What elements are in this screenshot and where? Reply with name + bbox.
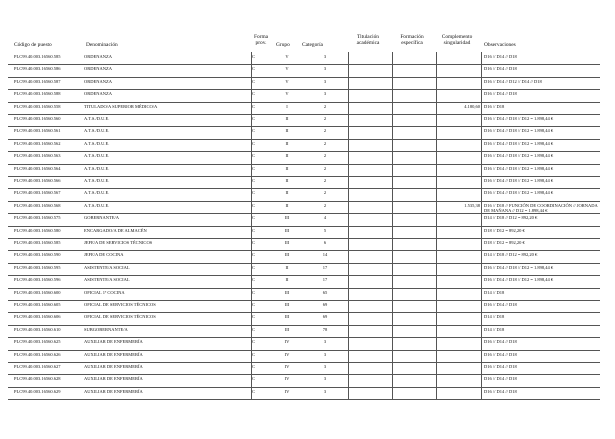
- cell-categoria: 3: [323, 376, 327, 382]
- cell-categoria: 17: [322, 264, 328, 270]
- cell-denominacion: ORDENANZA: [84, 78, 112, 84]
- cell-observaciones: D16 // D14 // D18 // D12 = 1.898,44 €: [484, 178, 554, 183]
- cell-observaciones: D16 // D14 // D18: [484, 364, 517, 369]
- cell-grupo: I: [286, 103, 288, 109]
- row-separator: [8, 312, 600, 313]
- cell-codigo: PLC99.40.003.16560.558: [14, 103, 61, 109]
- cell-denominacion: A.T.S./D.U.E.: [84, 140, 110, 146]
- cell-denominacion: A.T.S./D.U.E.: [84, 165, 110, 171]
- cell-observaciones: D14 // D18: [484, 314, 505, 320]
- cell-grupo: II: [285, 178, 289, 183]
- row-separator: [8, 64, 600, 65]
- cell-denominacion: ENCARGADO/A DE ALMACÉN: [84, 227, 147, 233]
- cell-forma: C: [252, 339, 256, 345]
- cell-codigo: PLC99.40.003.16560.564: [14, 165, 61, 171]
- cell-categoria: 3: [323, 91, 327, 97]
- cell-observaciones: D16 // D14 // D18: [484, 54, 517, 59]
- cell-codigo: PLC99.40.003.16560.587: [14, 78, 61, 84]
- cell-codigo: PLC99.40.003.16560.605: [14, 302, 61, 307]
- cell-grupo: V: [285, 66, 289, 72]
- cell-categoria: 14: [322, 252, 328, 258]
- cell-grupo: II: [285, 264, 289, 270]
- cell-grupo: IV: [284, 351, 290, 357]
- header-observaciones: Observaciones: [484, 42, 516, 48]
- header-grupo: Grupo: [276, 42, 290, 48]
- cell-categoria: 5: [323, 227, 327, 233]
- cell-denominacion: A.T.S./D.U.E.: [84, 153, 110, 159]
- row-separator: [8, 176, 600, 177]
- cell-codigo: PLC99.40.003.16560.627: [14, 364, 61, 369]
- cell-grupo: III: [284, 289, 290, 295]
- cell-categoria: 78: [322, 326, 328, 332]
- cell-codigo: PLC99.40.003.16560.585: [14, 240, 61, 245]
- cell-denominacion: SUBGOBERNANTE/A: [84, 326, 128, 332]
- cell-categoria: 2: [323, 165, 327, 171]
- row-separator: [8, 300, 600, 301]
- row-separator: [8, 188, 600, 189]
- cell-grupo: III: [284, 252, 290, 258]
- cell-codigo: PLC99.40.003.16560.575: [14, 215, 61, 221]
- cell-denominacion: ORDENANZA: [84, 91, 112, 97]
- cell-forma: C: [252, 240, 256, 245]
- cell-forma: C: [252, 165, 256, 171]
- cell-forma: C: [252, 54, 256, 59]
- cell-denominacion: AUXILIAR DE ENFERMERÍA: [84, 376, 143, 382]
- cell-codigo: PLC99.40.003.16560.560: [14, 116, 61, 121]
- row-separator: [8, 238, 600, 239]
- cell-codigo: PLC99.40.003.16560.626: [14, 351, 61, 357]
- cell-grupo: IV: [284, 388, 290, 394]
- cell-complemento: 1.535,38: [464, 202, 480, 208]
- cell-grupo: II: [285, 116, 289, 121]
- row-separator: [8, 89, 600, 90]
- cell-categoria: 2: [323, 140, 327, 146]
- cell-grupo: II: [285, 202, 289, 208]
- cell-observaciones: D16 // D14 // D18: [484, 91, 517, 97]
- row-separator: [8, 288, 600, 289]
- cell-categoria: 3: [323, 388, 327, 394]
- cell-observaciones: D16 // D14 // D12 // D14 // D18: [484, 78, 542, 84]
- row-separator: [8, 350, 600, 351]
- cell-grupo: III: [284, 215, 290, 221]
- cell-grupo: V: [285, 91, 289, 97]
- header-forma: Forma prov.: [253, 34, 269, 46]
- row-separator: [8, 337, 600, 338]
- cell-codigo: PLC99.40.003.16560.561: [14, 128, 61, 134]
- cell-observaciones: D14 // D18 // D12 = 892,20 €: [484, 215, 538, 221]
- cell-denominacion: ASISTENTE/A SOCIAL: [84, 277, 130, 283]
- header-denominacion: Denominación: [86, 42, 118, 48]
- cell-observaciones: D16 // D18: [484, 103, 505, 109]
- row-separator: [8, 164, 600, 165]
- cell-observaciones: D16 // D18 // FUNCIÓN DE COORDINACIÓN // JORNADA DE MAÑANA // D12 = 1.898,44 €: [484, 202, 598, 213]
- row-separator: [8, 213, 600, 214]
- cell-observaciones: D16 // D14 // D18: [484, 376, 517, 382]
- cell-grupo: IV: [284, 364, 290, 369]
- cell-denominacion: AUXILIAR DE ENFERMERÍA: [84, 351, 143, 357]
- cell-denominacion: OFICIAL DE SERVICIOS TÉCNICOS: [84, 314, 156, 320]
- header-codigo: Código de puesto: [14, 42, 52, 48]
- cell-observaciones: D16 // D14 // D18: [484, 66, 517, 72]
- cell-forma: C: [252, 302, 256, 307]
- row-separator: [8, 263, 600, 264]
- cell-categoria: 2: [323, 128, 327, 134]
- cell-forma: C: [252, 140, 256, 146]
- cell-forma: C: [252, 128, 256, 134]
- cell-categoria: 3: [323, 339, 327, 345]
- cell-categoria: 3: [323, 66, 327, 72]
- cell-codigo: PLC99.40.003.16560.567: [14, 190, 61, 196]
- cell-grupo: III: [284, 240, 290, 245]
- cell-categoria: 17: [322, 277, 328, 283]
- cell-denominacion: ORDENANZA: [84, 54, 112, 59]
- cell-categoria: 69: [322, 314, 328, 320]
- cell-codigo: PLC99.40.003.16560.563: [14, 153, 61, 159]
- row-separator: [8, 399, 600, 400]
- cell-forma: C: [252, 78, 256, 84]
- cell-denominacion: A.T.S./D.U.E.: [84, 178, 110, 183]
- cell-denominacion: A.T.S./D.U.E.: [84, 190, 110, 196]
- cell-observaciones: D16 // D14 // D18 // D12 = 1.898,44 €: [484, 140, 554, 146]
- cell-categoria: 65: [322, 289, 328, 295]
- cell-categoria: 2: [323, 178, 327, 183]
- cell-observaciones: D16 // D14 // D18 // D12 = 1.898,44 €: [484, 153, 554, 159]
- cell-categoria: 4: [323, 215, 327, 221]
- cell-grupo: III: [284, 302, 290, 307]
- cell-codigo: PLC99.40.003.16560.585: [14, 54, 61, 59]
- cell-forma: C: [252, 388, 256, 394]
- cell-forma: C: [252, 153, 256, 159]
- cell-codigo: PLC99.40.003.16560.566: [14, 178, 61, 183]
- cell-complemento: 4.180,60: [464, 103, 480, 109]
- cell-forma: C: [252, 326, 256, 332]
- cell-codigo: PLC99.40.003.16560.596: [14, 277, 61, 283]
- row-separator: [8, 275, 600, 276]
- cell-observaciones: D14 // D18 // D12 = 892,20 €: [484, 252, 538, 258]
- cell-denominacion: A.T.S./D.U.E.: [84, 116, 110, 121]
- cell-grupo: II: [285, 140, 289, 146]
- cell-forma: C: [252, 66, 256, 72]
- cell-grupo: III: [284, 326, 290, 332]
- cell-grupo: II: [285, 128, 289, 134]
- row-separator: [8, 362, 600, 363]
- header-complemento: Complemento singularidad: [441, 34, 473, 46]
- cell-observaciones: D16 // D14 // D18 // D12 = 1.898,44 €: [484, 190, 554, 196]
- cell-observaciones: D16 // D14 // D18 // D12 = 1.898,44 €: [484, 264, 554, 270]
- cell-forma: C: [252, 227, 256, 233]
- cell-grupo: V: [285, 78, 289, 84]
- cell-denominacion: OFICIAL DE SERVICIOS TÉCNICOS: [84, 302, 156, 307]
- cell-denominacion: AUXILIAR DE ENFERMERÍA: [84, 388, 143, 394]
- cell-codigo: PLC99.40.003.16560.580: [14, 227, 61, 233]
- cell-denominacion: JEFE/A DE SERVICIOS TÉCNICOS: [84, 240, 153, 245]
- cell-denominacion: JEFE/A DE COCINA: [84, 252, 124, 258]
- cell-grupo: II: [285, 153, 289, 159]
- cell-forma: C: [252, 103, 256, 109]
- cell-grupo: IV: [284, 376, 290, 382]
- cell-categoria: 3: [323, 351, 327, 357]
- cell-categoria: 2: [323, 190, 327, 196]
- cell-grupo: IV: [284, 339, 290, 345]
- cell-codigo: PLC99.40.003.16560.629: [14, 388, 61, 394]
- cell-observaciones: D16 // D14 // D18: [484, 388, 517, 394]
- cell-grupo: III: [284, 314, 290, 320]
- cell-grupo: II: [285, 190, 289, 196]
- cell-observaciones: D16 // D14 // D18: [484, 302, 517, 307]
- cell-forma: C: [252, 364, 256, 369]
- cell-denominacion: AUXILIAR DE ENFERMERÍA: [84, 339, 143, 345]
- cell-forma: C: [252, 190, 256, 196]
- cell-forma: C: [252, 215, 256, 221]
- row-separator: [8, 102, 600, 103]
- cell-categoria: 2: [323, 153, 327, 159]
- cell-forma: C: [252, 202, 256, 208]
- cell-forma: C: [252, 289, 256, 295]
- cell-categoria: 2: [323, 202, 327, 208]
- row-separator: [8, 114, 600, 115]
- cell-categoria: 2: [323, 116, 327, 121]
- row-separator: [8, 151, 600, 152]
- cell-observaciones: D18 // D12 = 892,20 €: [484, 240, 525, 245]
- cell-forma: C: [252, 264, 256, 270]
- cell-grupo: V: [285, 54, 289, 59]
- cell-forma: C: [252, 277, 256, 283]
- cell-codigo: PLC99.40.003.16560.562: [14, 140, 61, 146]
- cell-forma: C: [252, 351, 256, 357]
- cell-codigo: PLC99.40.003.16560.595: [14, 264, 61, 270]
- header-formacion: Formación específica: [400, 34, 424, 46]
- cell-categoria: 69: [322, 302, 328, 307]
- cell-denominacion: A.T.S./D.U.E.: [84, 128, 110, 134]
- cell-categoria: 3: [323, 364, 327, 369]
- cell-forma: C: [252, 314, 256, 320]
- cell-denominacion: OFICIAL 1ª COCINA: [84, 289, 125, 295]
- row-separator: [8, 387, 600, 388]
- cell-codigo: PLC99.40.003.16560.590: [14, 252, 61, 258]
- cell-categoria: 6: [323, 240, 327, 245]
- cell-observaciones: D18 // D12 = 892,20 €: [484, 227, 525, 233]
- row-separator: [8, 126, 600, 127]
- cell-codigo: PLC99.40.003.16560.628: [14, 376, 61, 382]
- cell-observaciones: D16 // D14 // D18: [484, 339, 517, 345]
- cell-codigo: PLC99.40.003.16560.586: [14, 66, 61, 72]
- cell-denominacion: A.T.S./D.U.E.: [84, 202, 110, 208]
- row-separator: [8, 325, 600, 326]
- cell-codigo: PLC99.40.003.16560.568: [14, 202, 61, 208]
- cell-forma: C: [252, 376, 256, 382]
- cell-codigo: PLC99.40.003.16560.625: [14, 339, 61, 345]
- cell-categoria: 3: [323, 78, 327, 84]
- cell-observaciones: D16 // D14 // D18 // D12 = 1.898,44 €: [484, 165, 554, 171]
- row-separator: [8, 77, 600, 78]
- cell-observaciones: D16 // D14 // D18 // D12 = 1.898,44 €: [484, 116, 554, 121]
- row-separator: [8, 139, 600, 140]
- cell-observaciones: D16 // D14 // D18 // D12 = 1.898,44 €: [484, 277, 554, 283]
- cell-forma: C: [252, 116, 256, 121]
- cell-denominacion: AUXILIAR DE ENFERMERÍA: [84, 364, 143, 369]
- cell-observaciones: D16 // D14 // D18: [484, 351, 517, 357]
- header-titulacion: Titulación académica: [356, 34, 380, 46]
- cell-codigo: PLC99.40.003.16560.610: [14, 326, 61, 332]
- row-separator: [8, 201, 600, 202]
- cell-observaciones: D14 // D18: [484, 326, 505, 332]
- header-categoria: Categoría: [302, 42, 323, 48]
- cell-categoria: 3: [323, 54, 327, 59]
- cell-categoria: 2: [323, 103, 327, 109]
- cell-grupo: II: [285, 165, 289, 171]
- cell-denominacion: ASISTENTE/A SOCIAL: [84, 264, 130, 270]
- cell-grupo: III: [284, 227, 290, 233]
- cell-denominacion: ORDENANZA: [84, 66, 112, 72]
- cell-codigo: PLC99.40.003.16560.588: [14, 91, 61, 97]
- cell-forma: C: [252, 91, 256, 97]
- cell-forma: C: [252, 178, 256, 183]
- cell-codigo: PLC99.40.003.16560.606: [14, 314, 61, 320]
- cell-observaciones: D14 // D18: [484, 289, 505, 295]
- row-separator: [8, 374, 600, 375]
- cell-codigo: PLC99.40.003.16560.600: [14, 289, 61, 295]
- row-separator: [8, 226, 600, 227]
- cell-observaciones: D16 // D14 // D18 // D12 = 1.898,44 €: [484, 128, 554, 134]
- cell-grupo: II: [285, 277, 289, 283]
- row-separator: [8, 250, 600, 251]
- cell-denominacion: TITULADO/A SUPERIOR MÉDICO/A: [84, 103, 158, 109]
- cell-denominacion: GOBERNANTE/A: [84, 215, 119, 221]
- cell-forma: C: [252, 252, 256, 258]
